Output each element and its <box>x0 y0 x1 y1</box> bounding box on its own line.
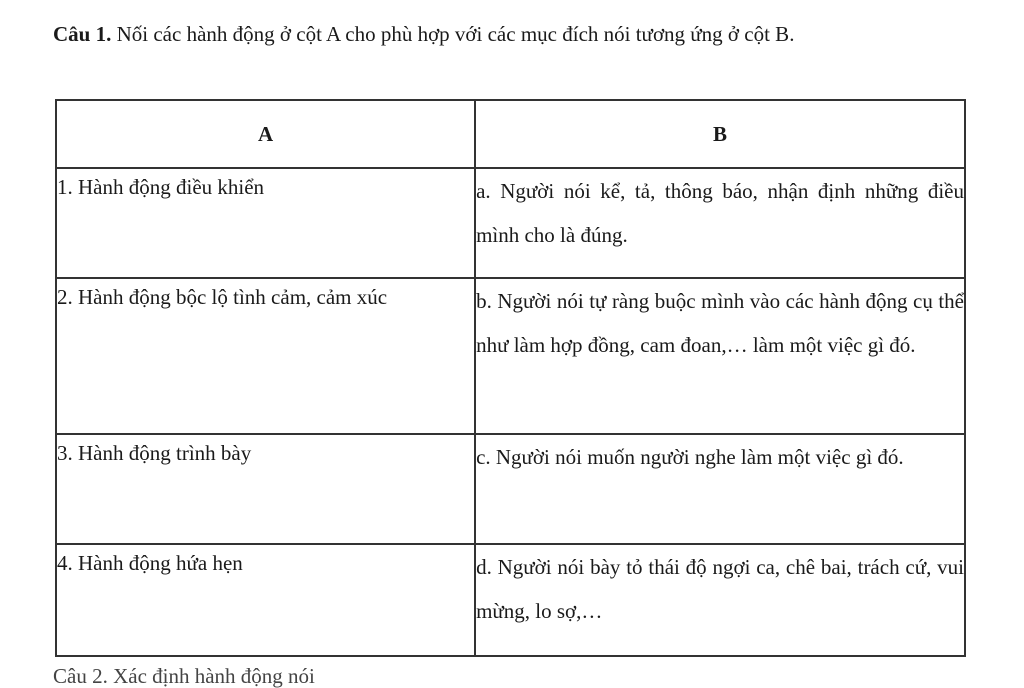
table-row <box>56 278 965 434</box>
cell-a-2: 2. Hành động bộc lộ tình cảm, cảm xúc <box>56 278 475 434</box>
cell-a-3: 3. Hành động trình bày <box>56 434 475 544</box>
table-row <box>56 434 965 544</box>
cell-b-2: b. Người nói tự ràng buộc mình vào các hành động cụ thể như làm hợp đồng, cam đoan,… làm một việc gì đó. <box>475 278 965 434</box>
table-header-row <box>56 100 965 168</box>
next-question-partial: Câu 2. Xác định hành động nói <box>53 664 315 688</box>
column-header-a: A <box>56 100 475 168</box>
cell-b-3: c. Người nói muốn người nghe làm một việc gì đó. <box>475 434 965 544</box>
question-1 <box>53 12 953 57</box>
table-row <box>56 168 965 278</box>
question-text: Nối các hành động ở cột A cho phù hợp với các mục đích nói tương ứng ở cột B. <box>116 22 795 46</box>
cell-b-4: d. Người nói bày tỏ thái độ ngợi ca, chê bai, trách cứ, vui mừng, lo sợ,… <box>475 544 965 656</box>
matching-table <box>55 99 966 657</box>
question-number: Câu 1. <box>53 22 112 46</box>
cell-a-1: 1. Hành động điều khiển <box>56 168 475 278</box>
column-header-b: B <box>475 100 965 168</box>
table-row <box>56 544 965 656</box>
cell-a-4: 4. Hành động hứa hẹn <box>56 544 475 656</box>
cell-b-1: a. Người nói kể, tả, thông báo, nhận định những điều mình cho là đúng. <box>475 168 965 278</box>
